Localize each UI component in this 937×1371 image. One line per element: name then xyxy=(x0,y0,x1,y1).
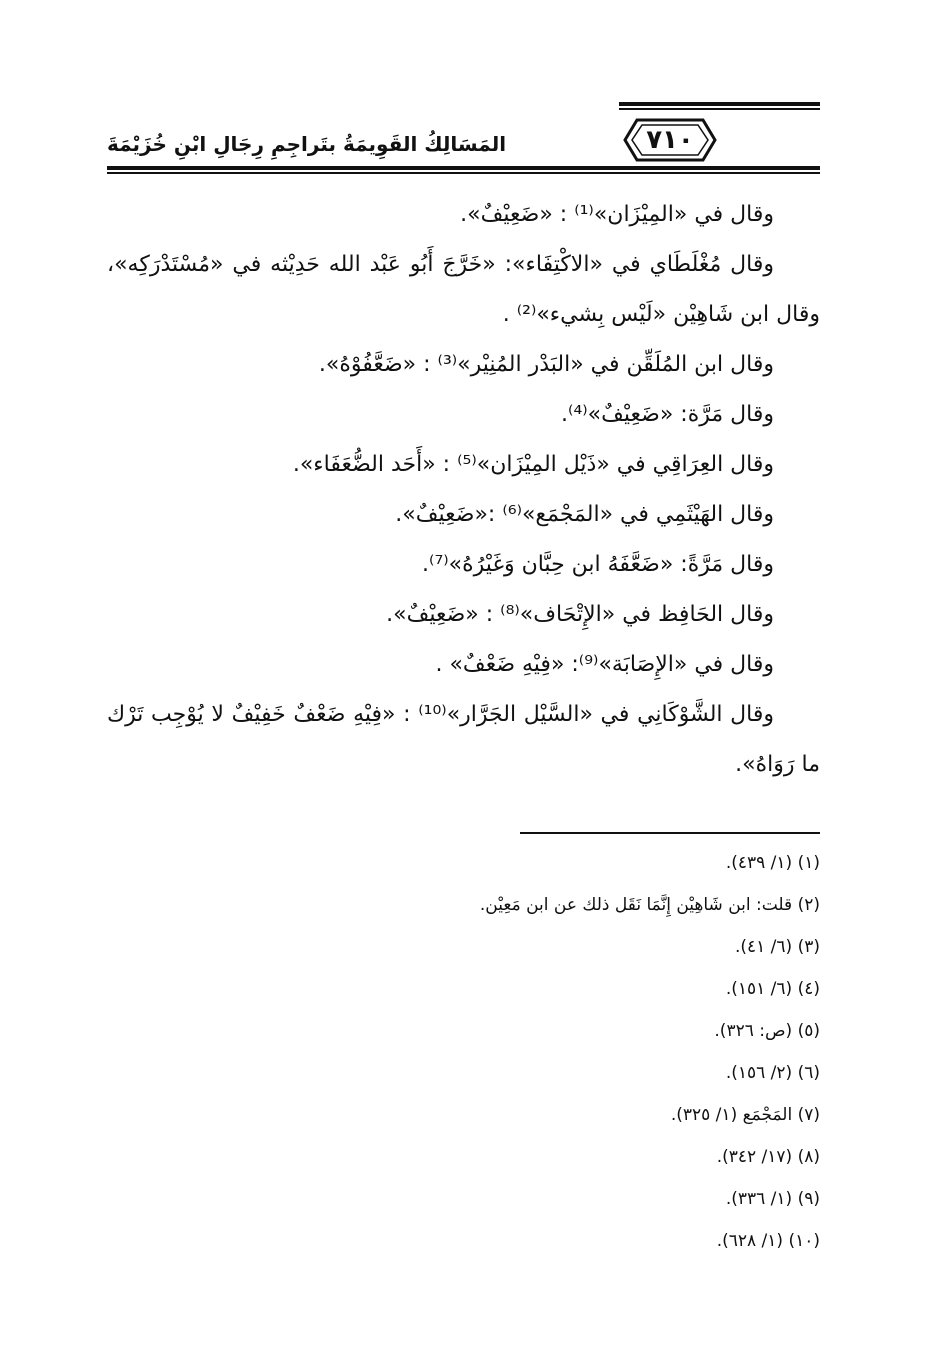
page-number: ٧١٠ xyxy=(646,125,694,155)
paragraph: وقال ابن المُلَقِّن في «البَدْر المُنِيْر»⁽³⁾ : «ضَعَّفُوْهُ». xyxy=(318,352,774,377)
paragraph: وقال العِرَاقِي في «ذَيْل المِيْزَان»⁽⁵⁾ : «أَحَد الضُّعَفَاء». xyxy=(292,452,774,477)
footnote: (٨) (١٧/ ٣٤٢). xyxy=(716,1147,820,1167)
footnote-separator xyxy=(520,832,820,834)
paragraph: وقال مُغْلَطَاي في «الاكْتِفَاء»: «خَرَّجَ أَبُو عَبْد الله حَدِيْثه في «مُسْتَدْرَكِه»، وقال ابن شَاهِيْن «لَيْس بِشيء»⁽²⁾ . xyxy=(107,252,820,327)
footnote: (٥) (ص: ٣٢٦). xyxy=(714,1021,820,1041)
paragraph: وقال الحَافِظ في «الإِتْحَاف»⁽⁸⁾ : «ضَعِيْفٌ». xyxy=(386,602,774,627)
page-header xyxy=(107,96,820,186)
paragraph: وقال في «الإِصَابَة»⁽⁹⁾: «فِيْهِ ضَعْفٌ» . xyxy=(435,652,774,677)
header-top-rule xyxy=(619,102,820,106)
footnote: (٢) قلت: ابن شَاهِيْن إِنَّمَا نَقَل ذلك عن ابن مَعِيْن. xyxy=(479,895,820,915)
paragraph: وقال الشَّوْكَانِي في «السَّيْل الجَرَّار»⁽¹⁰⁾ : «فِيْهِ ضَعْفٌ خَفِيْفٌ لا يُوْجِب تَرْك ما رَوَاهُ». xyxy=(107,702,820,777)
paragraph: وقال مَرَّة: «ضَعِيْفٌ»⁽⁴⁾. xyxy=(561,402,774,427)
footnote: (٩) (١/ ٣٣٦). xyxy=(725,1189,820,1209)
footnote: (١٠) (١/ ٦٢٨). xyxy=(716,1231,820,1251)
footnote: (٧) المَجْمَع (١/ ٣٢٥). xyxy=(670,1105,820,1125)
paragraph: وقال مَرَّةً: «ضَعَّفَهُ ابن حِبَّان وَغَيْرُهُ»⁽⁷⁾. xyxy=(422,552,774,577)
running-title: المَسَالِكُ القَوِيمَةُ بتَراجِمِ رِجَالِ ابْنِ خُزَيْمَةَ xyxy=(107,132,507,156)
header-top-thin-rule xyxy=(619,108,820,110)
page-number-badge xyxy=(623,118,717,162)
main-text xyxy=(107,190,820,790)
footnote: (٤) (٦/ ١٥١). xyxy=(725,979,820,999)
footnote: (١) (١/ ٤٣٩). xyxy=(725,853,820,873)
footnote: (٦) (٢/ ١٥٦). xyxy=(725,1063,820,1083)
header-bottom-rule xyxy=(107,166,820,170)
footnote: (٣) (٦/ ٤١). xyxy=(734,937,820,957)
header-bottom-thin-rule xyxy=(107,172,820,174)
paragraph: وقال الهَيْثَمِي في «المَجْمَع»⁽⁶⁾ :«ضَعِيْفٌ». xyxy=(395,502,774,527)
paragraph: وقال في «المِيْزَان»⁽¹⁾ : «ضَعِيْفٌ». xyxy=(460,202,774,227)
footnotes xyxy=(107,842,820,1262)
